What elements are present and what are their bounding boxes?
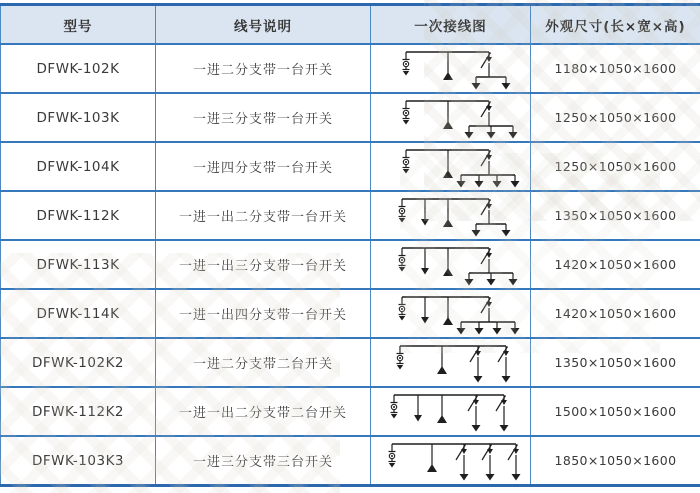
dimensions-cell: 1250×1050×1600 [531, 142, 700, 191]
description-cell: 一进一出四分支带一台开关 [156, 289, 371, 338]
model-cell: DFWK-102K2 [1, 338, 156, 387]
wiring-diagram-cell [371, 191, 531, 240]
dimensions-cell: 1420×1050×1600 [531, 289, 700, 338]
description-cell: 一进一出三分支带一台开关 [156, 240, 371, 289]
single-line-diagram [371, 389, 530, 435]
description-cell: 一进二分支带二台开关 [156, 338, 371, 387]
description-cell: 一进三分支带三台开关 [156, 436, 371, 486]
header-description: 线号说明 [156, 5, 371, 45]
spec-sheet-page [0, 3, 700, 477]
description-cell: 一进三分支带一台开关 [156, 93, 371, 142]
model-cell: DFWK-103K3 [1, 436, 156, 486]
dimensions-cell: 1420×1050×1600 [531, 240, 700, 289]
table-row [1, 93, 700, 142]
single-line-diagram [371, 438, 530, 484]
table-row [1, 387, 700, 436]
description-cell: 一进四分支带一台开关 [156, 142, 371, 191]
table-row [1, 44, 700, 93]
wiring-diagram-cell [371, 44, 531, 93]
model-cell: DFWK-113K [1, 240, 156, 289]
model-cell: DFWK-112K2 [1, 387, 156, 436]
single-line-diagram [371, 291, 530, 337]
description-cell: 一进二分支带一台开关 [156, 44, 371, 93]
model-cell: DFWK-112K [1, 191, 156, 240]
model-cell: DFWK-103K [1, 93, 156, 142]
single-line-diagram [371, 340, 530, 386]
dimensions-cell: 1250×1050×1600 [531, 93, 700, 142]
single-line-diagram [371, 95, 530, 141]
wiring-diagram-cell [371, 93, 531, 142]
single-line-diagram [371, 242, 530, 288]
wiring-diagram-cell [371, 289, 531, 338]
table-row [1, 240, 700, 289]
header-model: 型号 [1, 5, 156, 45]
model-cell: DFWK-114K [1, 289, 156, 338]
model-cell: DFWK-102K [1, 44, 156, 93]
single-line-diagram [371, 46, 530, 92]
dimensions-cell: 1350×1050×1600 [531, 191, 700, 240]
wiring-diagram-cell [371, 387, 531, 436]
single-line-diagram [371, 144, 530, 190]
wiring-diagram-cell [371, 142, 531, 191]
dimensions-cell: 1500×1050×1600 [531, 387, 700, 436]
table-row [1, 338, 700, 387]
dimensions-cell: 1850×1050×1600 [531, 436, 700, 486]
wiring-diagram-cell [371, 240, 531, 289]
table-row [1, 142, 700, 191]
table-row [1, 289, 700, 338]
table-row [1, 191, 700, 240]
header-dimensions: 外观尺寸(长×宽×高) [531, 5, 700, 45]
table-row [1, 436, 700, 486]
table-header-row [1, 5, 700, 45]
single-line-diagram [371, 193, 530, 239]
wiring-diagram-cell [371, 338, 531, 387]
description-cell: 一进一出二分支带一台开关 [156, 191, 371, 240]
dimensions-cell: 1350×1050×1600 [531, 338, 700, 387]
model-cell: DFWK-104K [1, 142, 156, 191]
spec-table [0, 3, 700, 487]
dimensions-cell: 1180×1050×1600 [531, 44, 700, 93]
header-wiring-diagram: 一次接线图 [371, 5, 531, 45]
wiring-diagram-cell [371, 436, 531, 486]
description-cell: 一进一出二分支带二台开关 [156, 387, 371, 436]
